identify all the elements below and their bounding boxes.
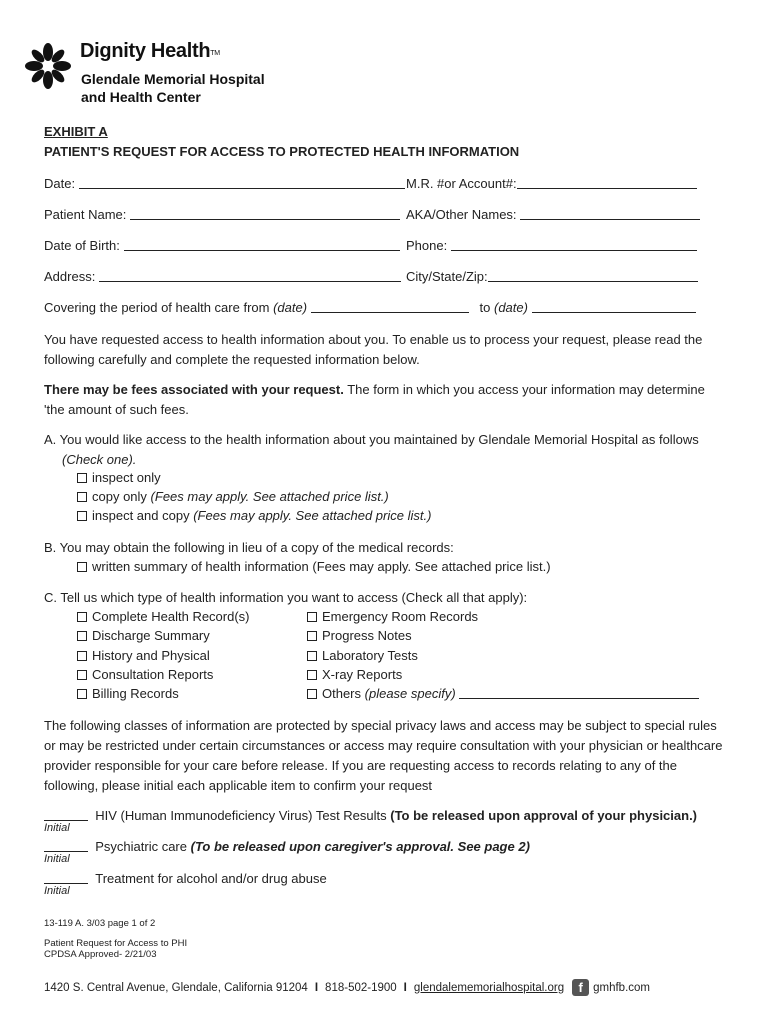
option-history-physical[interactable]: History and Physical: [77, 648, 210, 663]
facebook-icon[interactable]: f: [572, 979, 589, 996]
initial-label: Initial: [44, 853, 70, 865]
city-state-zip-field[interactable]: City/State/Zip:: [406, 269, 698, 284]
checkbox[interactable]: [307, 612, 317, 622]
initial-alcohol-drug[interactable]: Treatment for alcohol and/or drug abuse: [44, 871, 327, 886]
phone-field[interactable]: Phone:: [406, 238, 697, 253]
footer-phone: 818-502-1900: [325, 981, 397, 994]
exhibit-label: EXHIBIT A: [44, 124, 108, 139]
checkbox[interactable]: [77, 612, 87, 622]
checkbox[interactable]: [77, 562, 87, 572]
checkbox[interactable]: [77, 473, 87, 483]
brand-name: Dignity Health™: [80, 40, 220, 62]
checkbox[interactable]: [307, 670, 317, 680]
initial-label: Initial: [44, 885, 70, 897]
address-field[interactable]: Address:: [44, 269, 401, 284]
option-complete-health-record[interactable]: Complete Health Record(s): [77, 609, 250, 624]
option-inspect-and-copy[interactable]: inspect and copy (Fees may apply. See attached price list.): [77, 508, 431, 523]
checkbox[interactable]: [307, 631, 317, 641]
covering-period-field[interactable]: Covering the period of health care from (date) to (date): [44, 300, 696, 315]
option-xray-reports[interactable]: X-ray Reports: [307, 667, 402, 682]
checkbox[interactable]: [307, 651, 317, 661]
checkbox[interactable]: [77, 670, 87, 680]
option-copy-only[interactable]: copy only (Fees may apply. See attached price list.): [77, 489, 389, 504]
section-c-text: C. Tell us which type of health information you want to access (Check all that apply):: [44, 590, 528, 605]
aka-field[interactable]: AKA/Other Names:: [406, 207, 700, 222]
form-title: PATIENT'S REQUEST FOR ACCESS TO PROTECTED HEALTH INFORMATION: [44, 144, 520, 159]
initial-psychiatric[interactable]: Psychiatric care (To be released upon caregiver's approval. See page 2): [44, 839, 530, 854]
mr-account-field[interactable]: M.R. #or Account#:: [406, 176, 697, 191]
checkbox[interactable]: [307, 689, 317, 699]
hospital-name-line2: and Health Center: [81, 89, 201, 105]
checkbox[interactable]: [77, 689, 87, 699]
section-b-text: B. You may obtain the following in lieu of a copy of the medical records:: [44, 540, 454, 555]
form-code: 13-119 A. 3/03 page 1 of 2: [44, 918, 156, 929]
hospital-logo: [24, 40, 274, 110]
checkbox[interactable]: [77, 511, 87, 521]
form-approved: CPDSA Approved- 2/21/03: [44, 949, 157, 960]
checkbox[interactable]: [77, 651, 87, 661]
footer: 1420 S. Central Avenue, Glendale, California 91204 I 818-502-1900 I glendalememorialhospital.org f gmhfb.com: [44, 980, 650, 995]
dob-field[interactable]: Date of Birth:: [44, 238, 400, 253]
option-emergency-room[interactable]: Emergency Room Records: [307, 609, 478, 624]
hospital-name-line1: Glendale Memorial Hospital: [81, 71, 265, 87]
date-field[interactable]: Date:: [44, 176, 405, 191]
checkbox[interactable]: [77, 492, 87, 502]
footer-website-link[interactable]: glendalememorialhospital.org: [413, 981, 565, 994]
patient-name-field[interactable]: Patient Name:: [44, 207, 400, 222]
footer-facebook-url[interactable]: gmhfb.com: [593, 981, 650, 994]
form-name: Patient Request for Access to PHI: [44, 938, 188, 949]
option-inspect-only[interactable]: inspect only: [77, 470, 161, 485]
footer-address: 1420 S. Central Avenue, Glendale, California 91204: [44, 981, 308, 994]
option-progress-notes[interactable]: Progress Notes: [307, 628, 412, 643]
option-laboratory-tests[interactable]: Laboratory Tests: [307, 648, 418, 663]
section-a-text: A. You would like access to the health information about you maintained by Glendale Memorial Hospital as follows (Check one).: [44, 432, 699, 467]
checkbox[interactable]: [77, 631, 87, 641]
option-others[interactable]: Others (please specify): [307, 686, 699, 701]
fees-paragraph: There may be fees associated with your request. The form in which you access your information may determine 'the amount of such fees.: [44, 382, 705, 417]
option-discharge-summary[interactable]: Discharge Summary: [77, 628, 210, 643]
option-consultation-reports[interactable]: Consultation Reports: [77, 667, 213, 682]
initial-label: Initial: [44, 822, 70, 834]
option-written-summary[interactable]: written summary of health information (Fees may apply. See attached price list.): [77, 559, 551, 574]
initial-hiv[interactable]: HIV (Human Immunodeficiency Virus) Test Results (To be released upon approval of your physician.): [44, 808, 697, 823]
option-billing-records[interactable]: Billing Records: [77, 686, 179, 701]
dignity-health-logo-icon: [24, 42, 72, 90]
protected-info-paragraph: The following classes of information are protected by special privacy laws and access may be subject to special rules or may be restricted under certain circumstances or access may require consultation with your physician or healthcare provider responsible for your care before release. If you are requesting access to records relating to any of the following, please initial each applicable item to confirm your request: [44, 718, 723, 793]
intro-paragraph: You have requested access to health information about you. To enable us to process your request, please read the following carefully and complete the requested information below.: [44, 332, 703, 367]
